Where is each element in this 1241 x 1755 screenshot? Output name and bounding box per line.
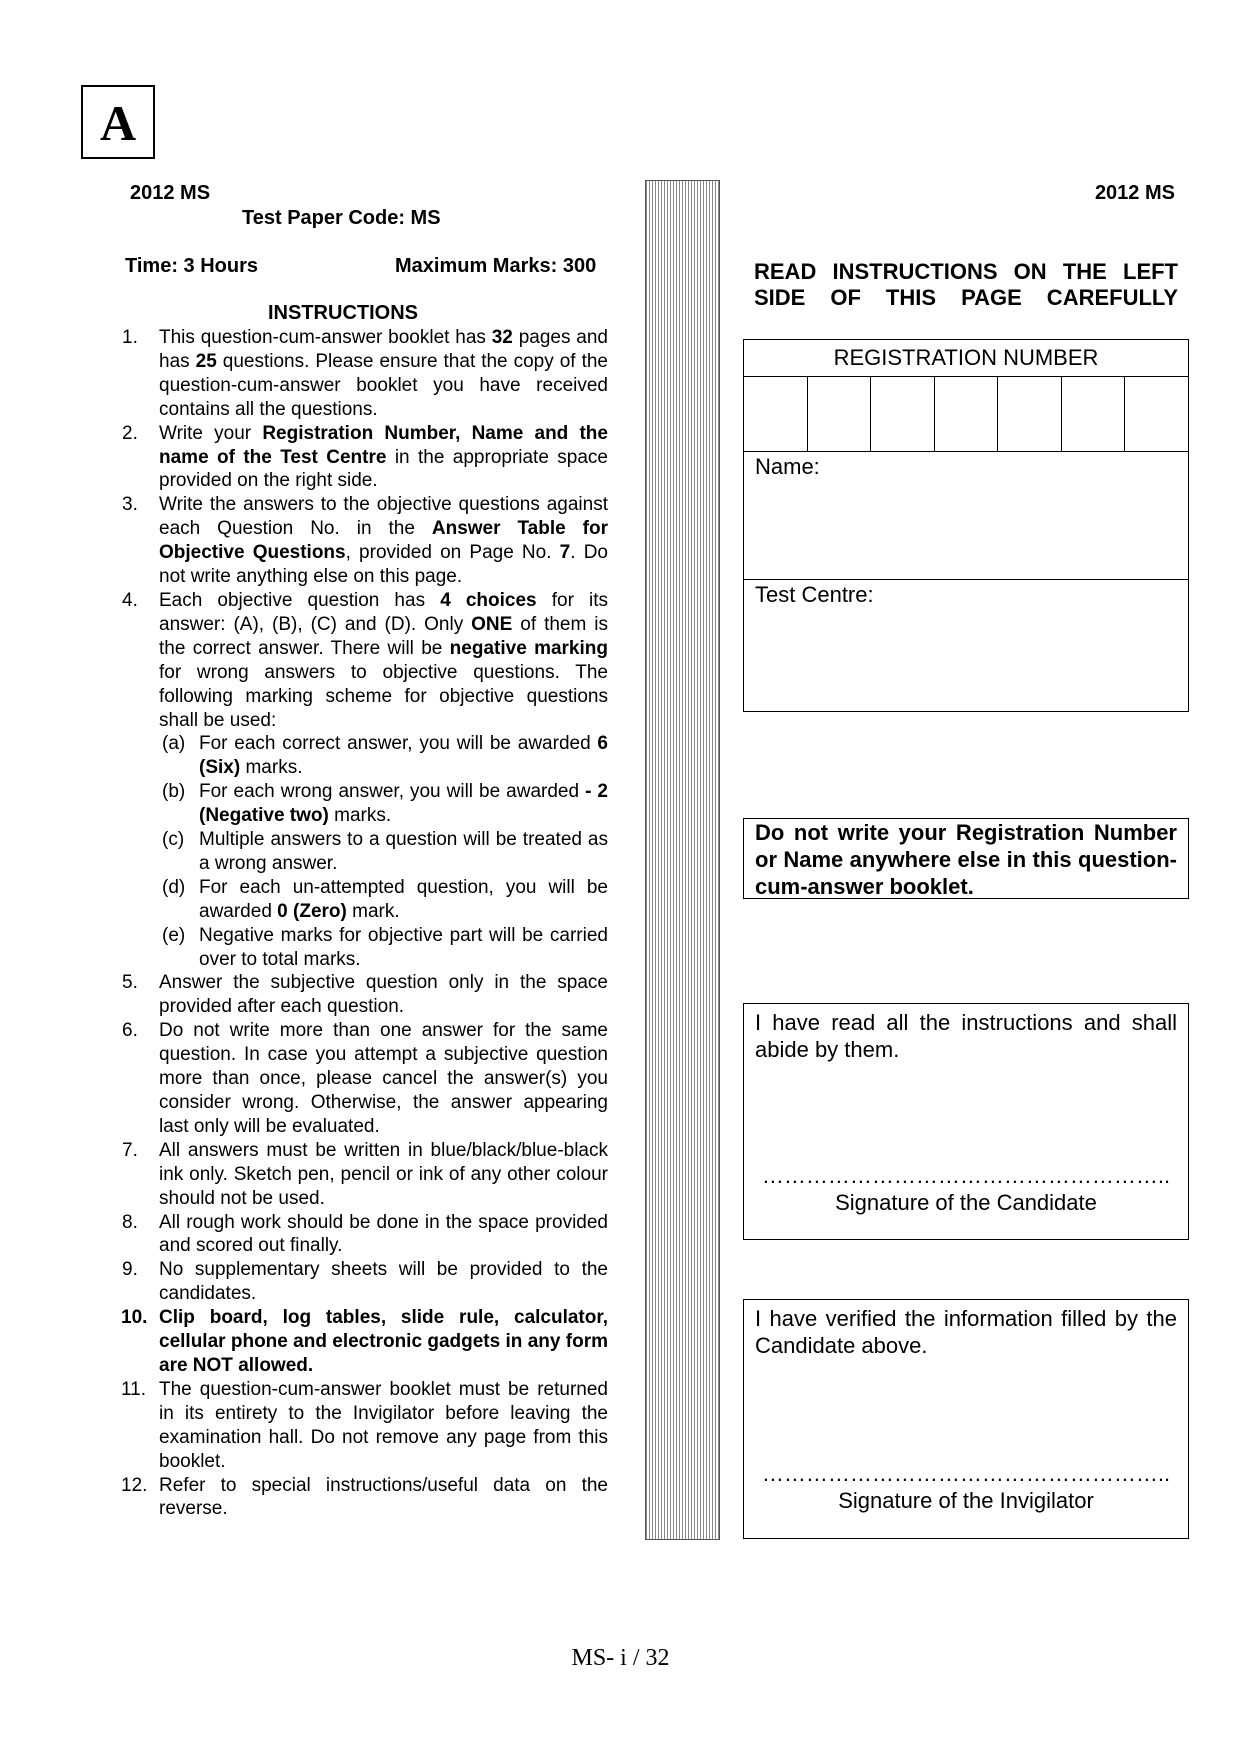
instruction-text: Do not write more than one answer for the same question. In case you attempt a subjective question more than once, please cancel the answer(s) you consider wrong. Otherwise, the answer appearing last only will be evaluated. xyxy=(159,1020,608,1137)
time-label: Time: 3 Hours xyxy=(125,255,258,277)
instruction-item xyxy=(118,1306,608,1378)
marking-scheme-list xyxy=(159,732,608,971)
test-paper-code: Test Paper Code: MS xyxy=(242,207,441,229)
instruction-number: 9. xyxy=(122,1259,138,1281)
instruction-text: Refer to special instructions/useful data on the reverse. xyxy=(159,1474,608,1520)
instruction-item xyxy=(118,1139,608,1211)
max-marks-label: Maximum Marks: 300 xyxy=(395,255,597,277)
instruction-item xyxy=(118,422,608,494)
instruction-text: Clip board, log tables, slide rule, calculator, cellular phone and electronic gadgets in any form are NOT allowed. xyxy=(159,1307,608,1376)
marking-scheme-letter: (d) xyxy=(162,876,186,898)
registration-digit-cell[interactable] xyxy=(808,377,872,451)
marking-scheme-letter: (a) xyxy=(162,733,186,755)
instruction-item xyxy=(118,1258,608,1306)
instruction-number: 2. xyxy=(122,422,138,444)
instruction-number: 6. xyxy=(122,1020,138,1042)
registration-digit-cell[interactable] xyxy=(935,377,999,451)
instruction-item xyxy=(118,1019,608,1139)
name-label: Name: xyxy=(755,454,820,479)
registration-form xyxy=(743,339,1189,712)
instruction-item xyxy=(118,1378,608,1474)
marking-scheme-item xyxy=(118,780,608,828)
candidate-declaration-box xyxy=(743,1003,1189,1240)
registration-digit-cell[interactable] xyxy=(1062,377,1126,451)
instruction-number: 7. xyxy=(122,1139,138,1161)
instruction-item xyxy=(118,326,608,422)
marking-scheme-text: For each wrong answer, you will be awarded - 2 (Negative two) marks. xyxy=(199,781,608,827)
marking-scheme-text: For each correct answer, you will be awarded 6 (Six) marks. xyxy=(199,733,608,779)
marking-scheme-text: Multiple answers to a question will be treated as a wrong answer. xyxy=(199,829,608,874)
registration-number-cells xyxy=(744,377,1188,452)
invigilator-signature-line[interactable]: ……………………………………………….. xyxy=(761,1461,1171,1486)
instruction-number: 10. xyxy=(121,1307,148,1329)
marking-scheme-item xyxy=(118,876,608,924)
invigilator-statement: I have verified the information filled by the Candidate above. xyxy=(755,1306,1177,1358)
instruction-text: Each objective question has 4 choices for its answer: (A), (B), (C) and (D). Only ONE of them is the correct answer. There will be negative marking for wrong answers to objective questions. The following marking scheme for objective questions shall be used: xyxy=(159,589,609,731)
invigilator-declaration-box xyxy=(743,1299,1189,1539)
registration-number-title: REGISTRATION NUMBER xyxy=(744,340,1188,377)
instruction-text: Answer the subjective question only in the space provided after each question. xyxy=(159,972,608,1018)
invigilator-signature-label: Signature of the Invigilator xyxy=(838,1488,1094,1513)
warning-text: Do not write your Registration Number or Name anywhere else in this question-cum-answer booklet. xyxy=(755,820,1177,899)
instruction-item xyxy=(118,1211,608,1259)
candidate-signature-line[interactable]: ……………………………………………….. xyxy=(761,1163,1171,1188)
registration-digit-cell[interactable] xyxy=(1125,377,1188,451)
instruction-number: 4. xyxy=(122,589,138,611)
page-number-footer: MS- i / 32 xyxy=(571,1645,670,1671)
left-year-code: 2012 MS xyxy=(130,182,211,204)
instruction-text: All answers must be written in blue/black/blue-black ink only. Sketch pen, pencil or ink of any other colour should not be used. xyxy=(159,1139,608,1209)
candidate-signature-label: Signature of the Candidate xyxy=(835,1190,1097,1215)
set-code-box: A xyxy=(81,85,155,159)
marking-scheme-letter: (b) xyxy=(162,781,186,803)
candidate-statement: I have read all the instructions and shall abide by them. xyxy=(755,1010,1177,1062)
marking-scheme-item xyxy=(118,732,608,780)
instruction-text: Write your Registration Number, Name and the name of the Test Centre in the appropriate space provided on the right side. xyxy=(159,422,608,492)
read-instructions-text: READ INSTRUCTIONS ON THE LEFT SIDE OF THIS PAGE CAREFULLY xyxy=(754,259,1178,310)
instruction-number: 3. xyxy=(122,494,138,516)
instruction-item xyxy=(118,493,608,589)
instruction-number: 12. xyxy=(121,1474,148,1496)
instruction-text: All rough work should be done in the space provided and scored out finally. xyxy=(159,1211,608,1257)
name-field[interactable] xyxy=(744,452,1188,580)
instructions-title: INSTRUCTIONS xyxy=(268,302,418,324)
instruction-item xyxy=(118,971,608,1019)
marking-scheme-item xyxy=(118,924,608,972)
registration-digit-cell[interactable] xyxy=(871,377,935,451)
instruction-text: The question-cum-answer booklet must be returned in its entirety to the Invigilator before leaving the examination hall. Do not remove any page from this booklet. xyxy=(159,1378,608,1472)
instruction-item xyxy=(118,1474,608,1522)
right-year-code: 2012 MS xyxy=(1094,182,1175,204)
instructions-column xyxy=(118,326,608,1521)
test-centre-label: Test Centre: xyxy=(755,582,874,607)
marking-scheme-letter: (c) xyxy=(162,829,185,851)
marking-scheme-text: Negative marks for objective part will be carried over to total marks. xyxy=(199,924,608,970)
instruction-text: Write the answers to the objective questions against each Question No. in the Answer Table for Objective Questions, provided on Page No. 7. Do not write anything else on this page. xyxy=(159,494,608,588)
marking-scheme-letter: (e) xyxy=(162,924,186,946)
marking-scheme-item xyxy=(118,828,608,876)
registration-digit-cell[interactable] xyxy=(998,377,1062,451)
instruction-number: 5. xyxy=(122,972,138,994)
instruction-number: 1. xyxy=(122,327,138,348)
registration-digit-cell[interactable] xyxy=(744,377,808,451)
read-instructions-notice xyxy=(754,259,1178,311)
instruction-number: 8. xyxy=(122,1211,138,1233)
marking-scheme-text: For each un-attempted question, you will be awarded 0 (Zero) mark. xyxy=(199,876,608,922)
instruction-number: 11. xyxy=(121,1378,147,1400)
instructions-list xyxy=(118,326,608,1521)
instruction-text: This question-cum-answer booklet has 32 pages and has 25 questions. Please ensure that the copy of the question-cum-answer booklet you have received contains all the questions. xyxy=(159,327,608,420)
instruction-text: No supplementary sheets will be provided to the candidates. xyxy=(159,1259,608,1305)
instruction-item xyxy=(118,589,608,972)
test-centre-field[interactable] xyxy=(744,580,1188,610)
warning-box xyxy=(743,818,1189,899)
hatched-divider-strip xyxy=(645,180,720,1540)
